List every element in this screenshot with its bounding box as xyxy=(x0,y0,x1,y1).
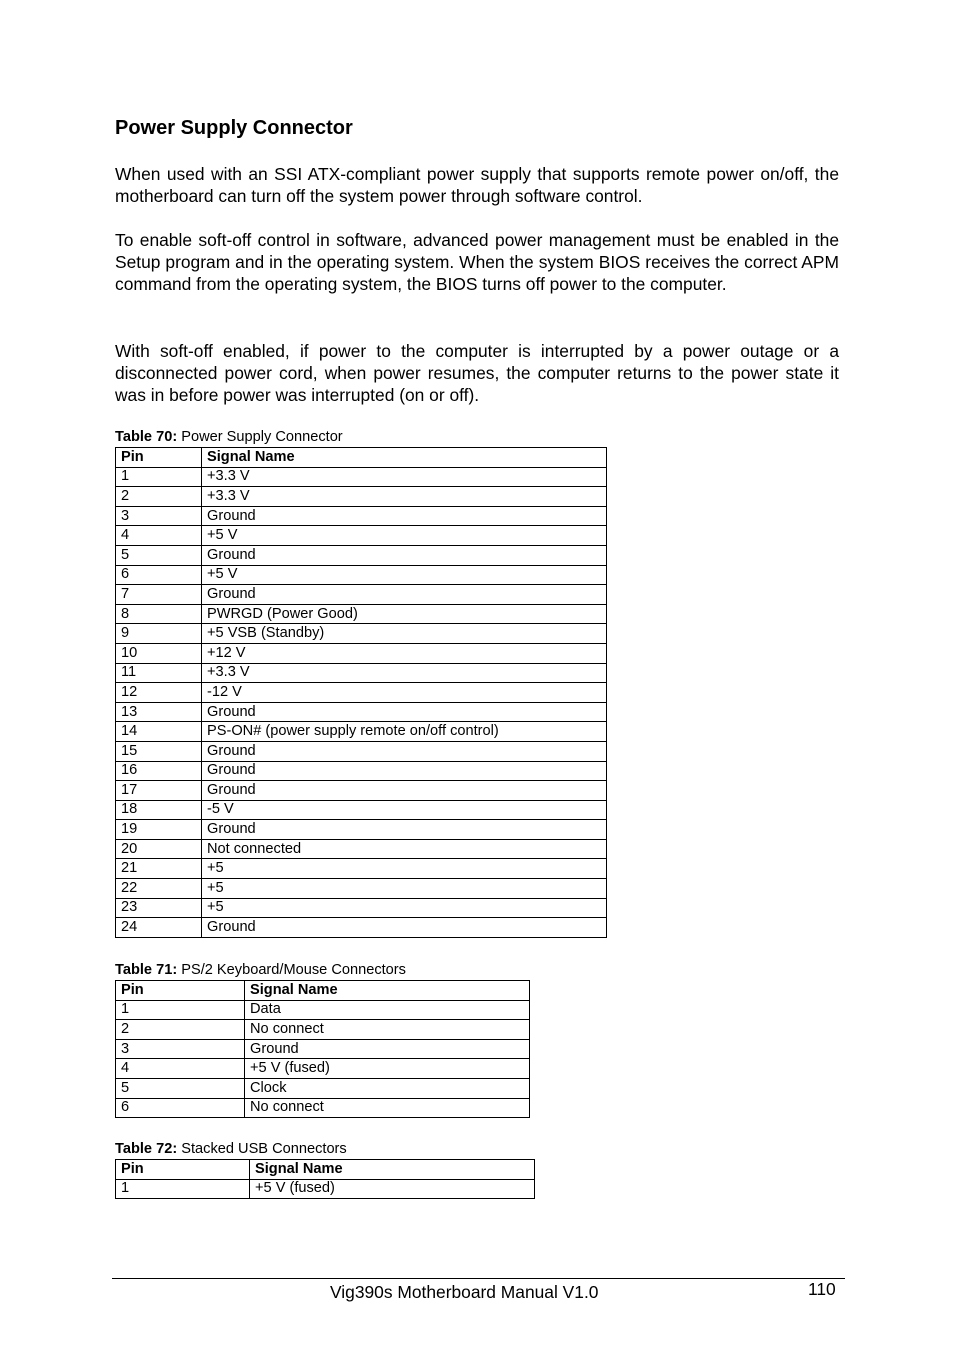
pin-cell: 21 xyxy=(116,859,202,879)
table-72-usb-connectors xyxy=(115,1159,535,1199)
table-row xyxy=(116,820,607,840)
pin-cell: 2 xyxy=(116,1020,245,1040)
table-row xyxy=(116,487,607,507)
pin-cell: 13 xyxy=(116,702,202,722)
column-header-signal-name: Signal Name xyxy=(245,981,530,1001)
footer-divider xyxy=(112,1278,845,1279)
table-72-caption-text: Stacked USB Connectors xyxy=(177,1141,347,1157)
signal-name-cell: Ground xyxy=(245,1039,530,1059)
pin-cell: 4 xyxy=(116,526,202,546)
signal-name-cell: Ground xyxy=(202,781,607,801)
signal-name-cell: +5 xyxy=(202,859,607,879)
pin-cell: 5 xyxy=(116,1078,245,1098)
table-71-body xyxy=(116,1000,530,1118)
pin-cell: 9 xyxy=(116,624,202,644)
table-72-caption xyxy=(115,1140,347,1158)
pin-cell: 1 xyxy=(116,1000,245,1020)
pin-cell: 3 xyxy=(116,506,202,526)
column-header-signal-name: Signal Name xyxy=(202,448,607,468)
table-row xyxy=(116,1179,535,1199)
table-70-caption xyxy=(115,428,343,446)
paragraph-remote-power: When used with an SSI ATX-compliant power supply that supports remote power on/off, the motherboard can turn off the system power through software control. xyxy=(115,164,839,206)
signal-name-cell: +5 V xyxy=(202,565,607,585)
signal-name-cell: Ground xyxy=(202,506,607,526)
signal-name-cell: +5 V (fused) xyxy=(250,1179,535,1199)
signal-name-cell: Ground xyxy=(202,545,607,565)
pin-cell: 14 xyxy=(116,722,202,742)
paragraph-soft-off-control: To enable soft-off control in software, advanced power management must be enabled in the Setup program and in the operating system. When the system BIOS receives the correct APM command from the operating system, the BIOS turns off power to the computer. xyxy=(115,230,839,294)
signal-name-cell: Ground xyxy=(202,820,607,840)
pin-cell: 7 xyxy=(116,585,202,605)
section-title: Power Supply Connector xyxy=(115,117,353,139)
signal-name-cell: -5 V xyxy=(202,800,607,820)
table-row xyxy=(116,643,607,663)
signal-name-cell: Clock xyxy=(245,1078,530,1098)
table-71-caption-text: PS/2 Keyboard/Mouse Connectors xyxy=(177,962,406,978)
table-row xyxy=(116,898,607,918)
signal-name-cell: PS-ON# (power supply remote on/off control) xyxy=(202,722,607,742)
table-row xyxy=(116,1020,530,1040)
pin-cell: 10 xyxy=(116,643,202,663)
pin-cell: 3 xyxy=(116,1039,245,1059)
table-header-row xyxy=(116,981,530,1001)
pin-cell: 11 xyxy=(116,663,202,683)
column-header-pin: Pin xyxy=(116,1160,250,1180)
signal-name-cell: +12 V xyxy=(202,643,607,663)
table-row xyxy=(116,683,607,703)
paragraph-power-resume: With soft-off enabled, if power to the computer is interrupted by a power outage or a disconnected power cord, when power resumes, the computer returns to the power state it was in before power was interrupted (on or off). xyxy=(115,341,839,405)
pin-cell: 15 xyxy=(116,741,202,761)
signal-name-cell: -12 V xyxy=(202,683,607,703)
table-72-caption-label: Table 72: xyxy=(115,1141,178,1157)
table-row xyxy=(116,879,607,899)
signal-name-cell: +5 V xyxy=(202,526,607,546)
column-header-pin: Pin xyxy=(116,448,202,468)
table-row xyxy=(116,761,607,781)
table-header-row xyxy=(116,448,607,468)
table-71-caption-label: Table 71: xyxy=(115,962,178,978)
pin-cell: 6 xyxy=(116,565,202,585)
table-row xyxy=(116,918,607,938)
pin-cell: 1 xyxy=(116,467,202,487)
table-row xyxy=(116,663,607,683)
pin-cell: 16 xyxy=(116,761,202,781)
table-row xyxy=(116,585,607,605)
table-row xyxy=(116,722,607,742)
pin-cell: 5 xyxy=(116,545,202,565)
signal-name-cell: Ground xyxy=(202,918,607,938)
table-row xyxy=(116,702,607,722)
table-row xyxy=(116,859,607,879)
table-row xyxy=(116,1039,530,1059)
table-row xyxy=(116,839,607,859)
signal-name-cell: Ground xyxy=(202,761,607,781)
table-row xyxy=(116,604,607,624)
signal-name-cell: Ground xyxy=(202,702,607,722)
footer-manual-title: Vig390s Motherboard Manual V1.0 xyxy=(330,1282,599,1302)
table-70-body xyxy=(116,467,607,937)
signal-name-cell: Ground xyxy=(202,741,607,761)
signal-name-cell: +3.3 V xyxy=(202,487,607,507)
table-row xyxy=(116,741,607,761)
table-71-ps2-connectors xyxy=(115,980,530,1118)
signal-name-cell: +5 V (fused) xyxy=(245,1059,530,1079)
table-row xyxy=(116,545,607,565)
signal-name-cell: No connect xyxy=(245,1020,530,1040)
signal-name-cell: +5 xyxy=(202,898,607,918)
table-row xyxy=(116,1098,530,1118)
pin-cell: 8 xyxy=(116,604,202,624)
table-row xyxy=(116,1078,530,1098)
pin-cell: 1 xyxy=(116,1179,250,1199)
table-row xyxy=(116,565,607,585)
table-70-caption-label: Table 70: xyxy=(115,429,178,445)
signal-name-cell: +3.3 V xyxy=(202,467,607,487)
pin-cell: 22 xyxy=(116,879,202,899)
table-header-row xyxy=(116,1160,535,1180)
table-row xyxy=(116,781,607,801)
pin-cell: 19 xyxy=(116,820,202,840)
table-70-caption-text: Power Supply Connector xyxy=(177,429,343,445)
table-72-body xyxy=(116,1179,535,1199)
signal-name-cell: Not connected xyxy=(202,839,607,859)
column-header-pin: Pin xyxy=(116,981,245,1001)
table-row xyxy=(116,1059,530,1079)
signal-name-cell: Ground xyxy=(202,585,607,605)
table-row xyxy=(116,624,607,644)
table-row xyxy=(116,1000,530,1020)
page-number: 110 xyxy=(808,1279,836,1299)
pin-cell: 4 xyxy=(116,1059,245,1079)
pin-cell: 23 xyxy=(116,898,202,918)
signal-name-cell: PWRGD (Power Good) xyxy=(202,604,607,624)
table-row xyxy=(116,800,607,820)
table-row xyxy=(116,467,607,487)
pin-cell: 12 xyxy=(116,683,202,703)
signal-name-cell: +5 xyxy=(202,879,607,899)
table-70-power-supply xyxy=(115,447,607,938)
table-row xyxy=(116,526,607,546)
pin-cell: 17 xyxy=(116,781,202,801)
table-71-caption xyxy=(115,961,406,979)
column-header-signal-name: Signal Name xyxy=(250,1160,535,1180)
signal-name-cell: +5 VSB (Standby) xyxy=(202,624,607,644)
pin-cell: 20 xyxy=(116,839,202,859)
signal-name-cell: No connect xyxy=(245,1098,530,1118)
signal-name-cell: Data xyxy=(245,1000,530,1020)
pin-cell: 6 xyxy=(116,1098,245,1118)
signal-name-cell: +3.3 V xyxy=(202,663,607,683)
pin-cell: 24 xyxy=(116,918,202,938)
pin-cell: 18 xyxy=(116,800,202,820)
pin-cell: 2 xyxy=(116,487,202,507)
table-row xyxy=(116,506,607,526)
